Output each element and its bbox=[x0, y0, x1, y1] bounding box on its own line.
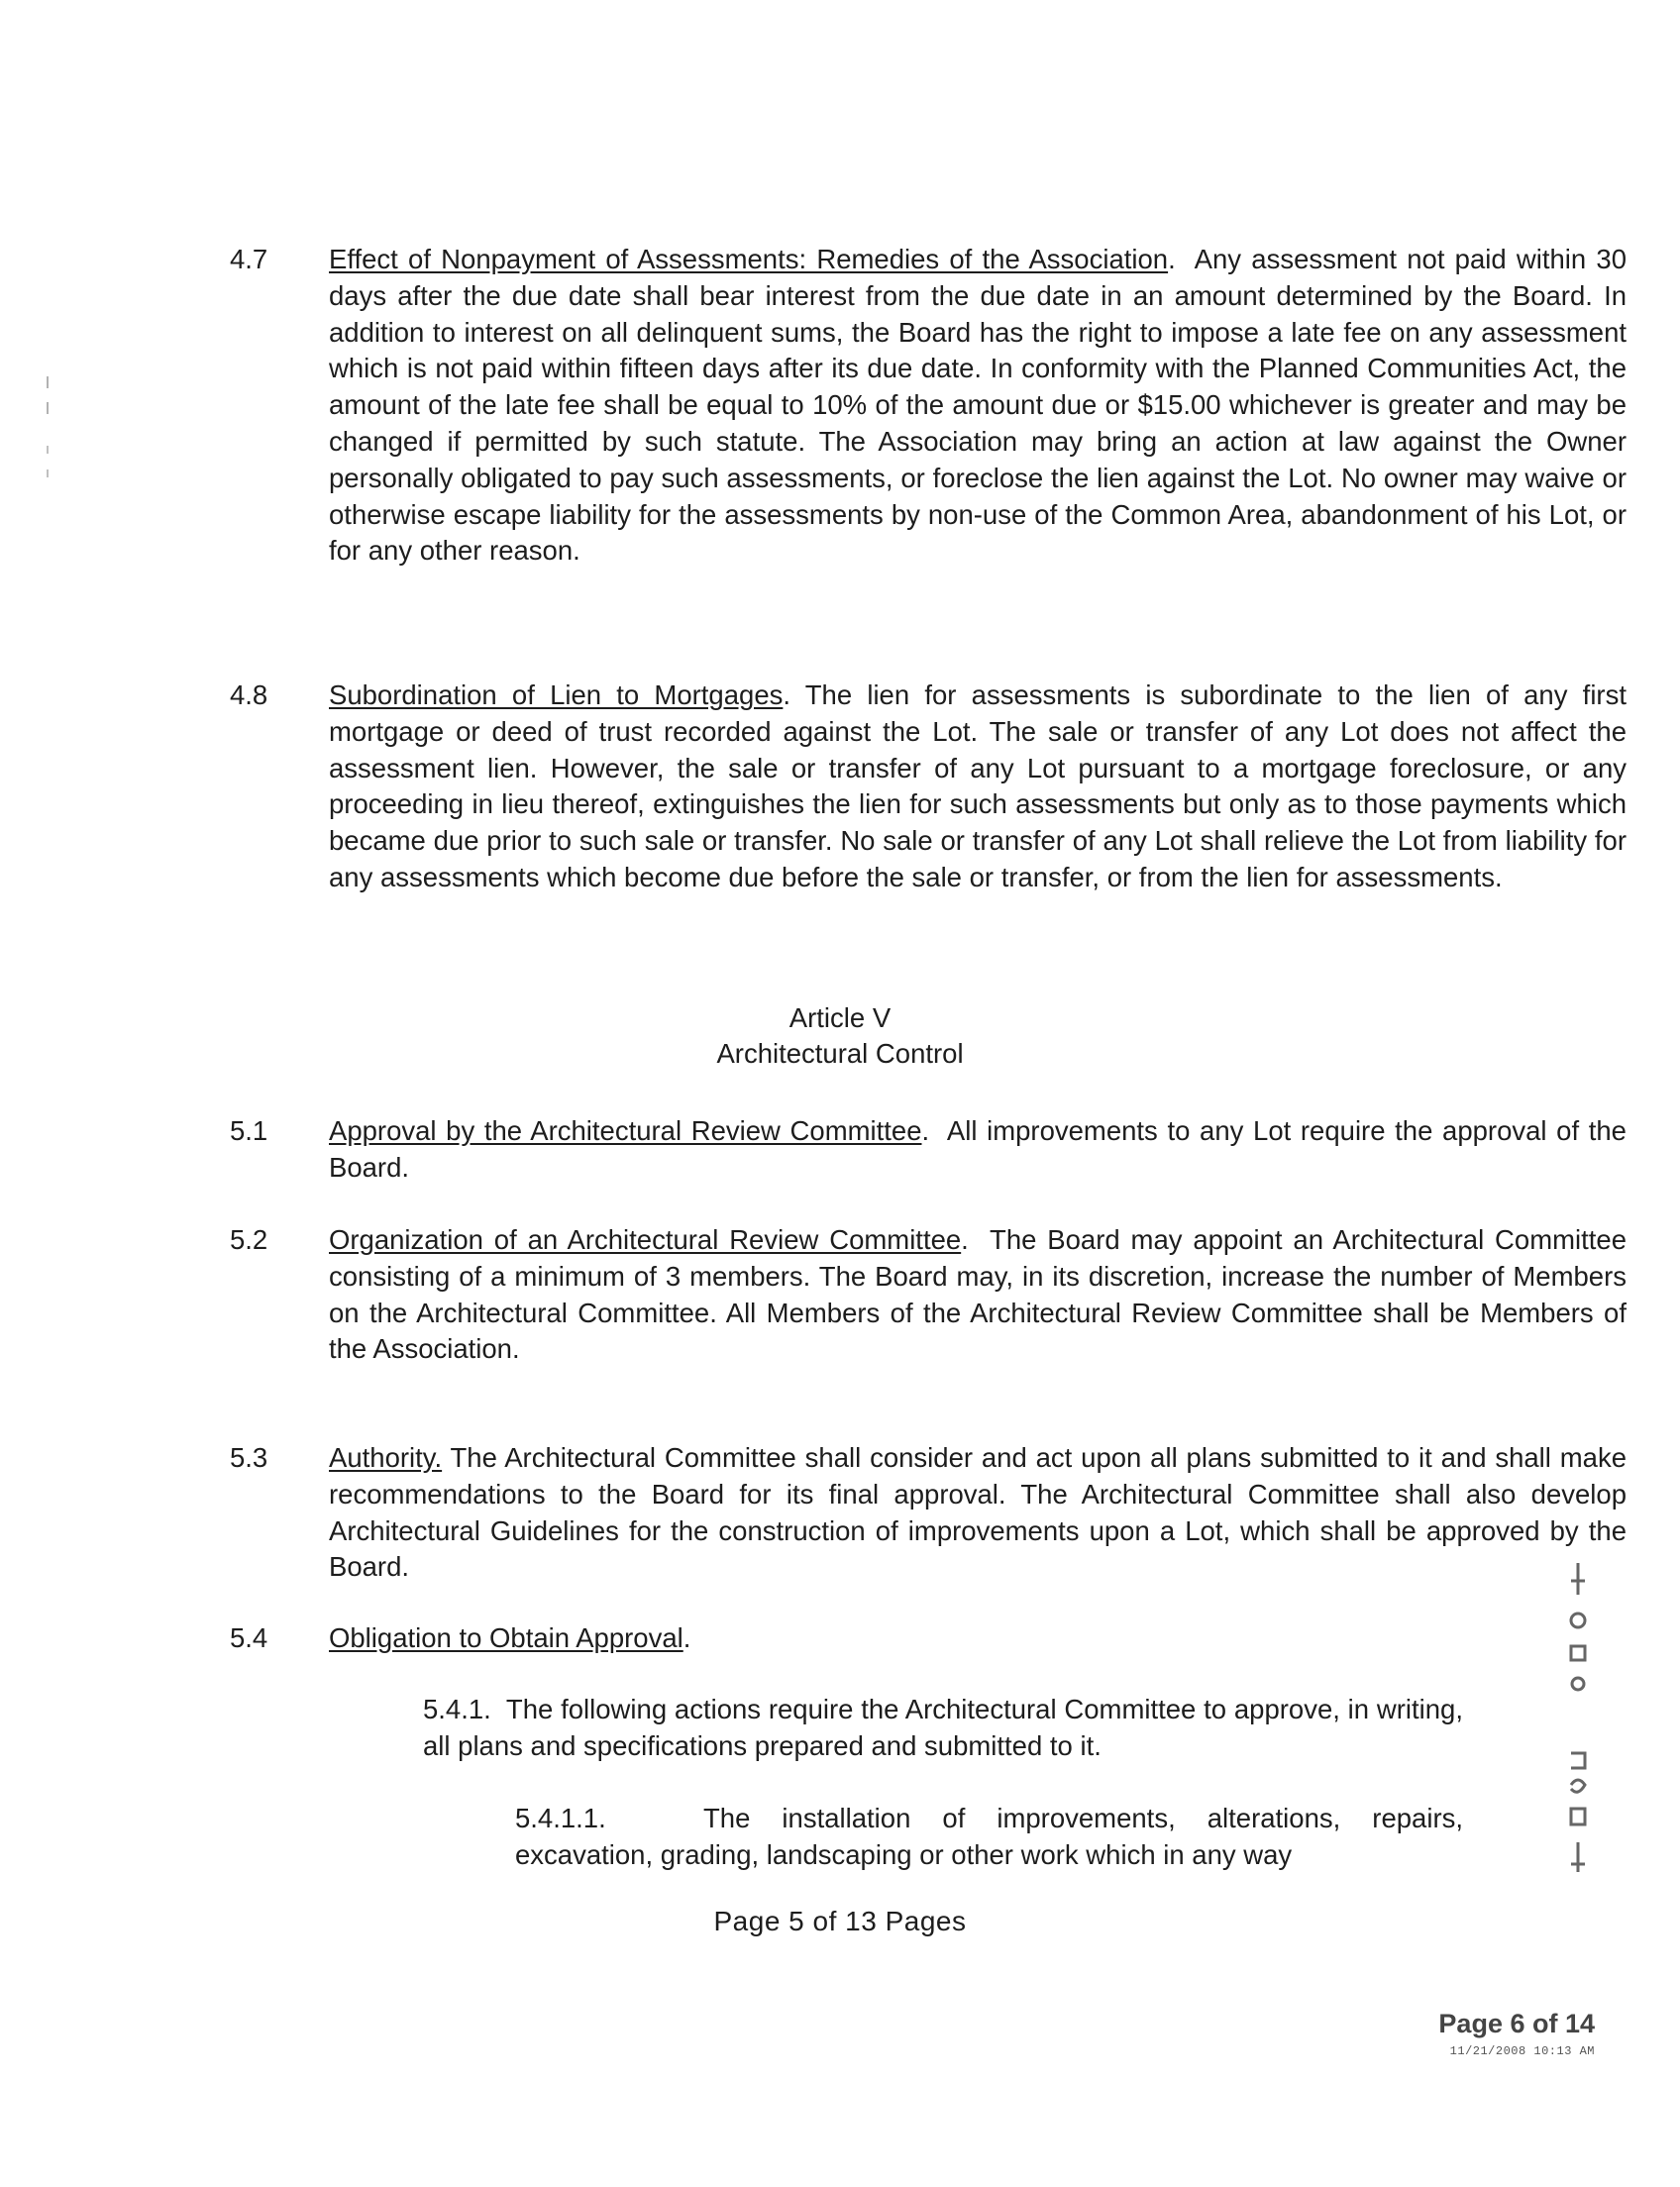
section-text: The Board may appoint an Architectural Committee consisting of a minimum of 3 members. The Board may, in its discretion, increase the number of Members on the Architectural Committee. All Members of the Architectural Review Committee shall be Members of the Association. bbox=[329, 1224, 1627, 1365]
section-heading: Organization of an Architectural Review Committee bbox=[329, 1224, 962, 1255]
scan-barcode-marks bbox=[1563, 1555, 1593, 1882]
section-body bbox=[329, 1440, 1627, 1586]
section-text: The Architectural Committee shall consider and act upon all plans submitted to it and shall make recommendations to the Board for its final approval. The Architectural Committee shall also develop Architectural Guidelines for the construction of improvements upon a Lot, which shall be approved by the Board. bbox=[329, 1442, 1627, 1583]
section-number: 4.7 bbox=[230, 244, 268, 274]
section-5-2 bbox=[230, 1222, 1627, 1368]
section-text: Any assessment not paid within 30 days after the due date shall bear interest from the due date in an amount determined by the Board. In addition to interest on all delinquent sums, the Board has the right to impose a late fee on any assessment which is not paid within fifteen days after its due date. In conformity with the Planned Communities Act, the amount of the late fee shall be equal to 10% of the amount due or $15.00 whichever is greater and may be changed if permitted by such statute. The Association may bring an action at law against the Owner personally obligated to pay such assessments, or foreclose the lien against the Lot. No owner may waive or otherwise escape liability for the assessments by non-use of the Common Area, abandonment of his Lot, or for any other reason. bbox=[329, 244, 1628, 567]
section-number: 5.2 bbox=[230, 1224, 268, 1255]
section-body: Obligation to Obtain Approval. bbox=[329, 1622, 691, 1653]
section-heading: Subordination of Lien to Mortgages bbox=[329, 679, 784, 710]
article-subtitle: Architectural Control bbox=[716, 1038, 964, 1069]
section-number: 4.8 bbox=[230, 679, 268, 710]
subsection-5-4-1 bbox=[423, 1692, 1463, 1765]
section-4-7 bbox=[230, 242, 1627, 570]
section-number: 5.3 bbox=[230, 1442, 268, 1473]
subsection-5-4-1-1 bbox=[515, 1801, 1463, 1874]
section-number: 5.1 bbox=[230, 1115, 268, 1146]
scan-margin-marks bbox=[44, 366, 52, 485]
section-heading: Obligation to Obtain Approval bbox=[329, 1622, 683, 1653]
subsection-number: 5.4.1. bbox=[423, 1694, 491, 1724]
section-number: 5.4 bbox=[230, 1622, 268, 1653]
section-body: Approval by the Architectural Review Committee. All improvements to any Lot require the approval of the Board. bbox=[329, 1115, 1627, 1183]
section-text: All improvements to any Lot require the approval of the Board. bbox=[329, 1115, 1627, 1183]
section-heading: Authority. bbox=[329, 1442, 443, 1473]
subsection-number: 5.4.1.1. bbox=[515, 1803, 606, 1833]
section-5-3 bbox=[230, 1440, 1627, 1586]
subsection-text: The following actions require the Architectural Committee to approve, in writing, all plans and specifications prepared and submitted to it. bbox=[423, 1694, 1463, 1761]
page-footer: Page 5 of 13 Pages bbox=[713, 1906, 967, 1936]
section-5-1 bbox=[230, 1113, 1627, 1187]
section-body: Effect of Nonpayment of Assessments: Remedies of the Association. Any assessment not paid within 30 days after the due date shall bear interest from the due date in an amount determined by the Board. In addition to interest on all delinquent sums, the Board has the right to impose a late fee on any assessment which is not paid within fifteen days after its due date. In conformity with the Planned Communities Act, the amount of the late fee shall be equal to 10% of the amount due or $15.00 whichever is greater and may be changed if permitted by such statute. The Association may bring an action at law against the Owner personally obligated to pay such assessments, or foreclose the lien against the Lot. No owner may waive or otherwise escape liability for the assessments by non-use of the Common Area, abandonment of his Lot, or for any other reason. bbox=[329, 244, 1628, 567]
section-heading: Effect of Nonpayment of Assessments: Remedies of the Association bbox=[329, 244, 1169, 274]
section-body: Organization of an Architectural Review Committee. The Board may appoint an Architectural Committee consisting of a minimum of 3 members. The Board may, in its discretion, increase the number of Members on the Architectural Committee. All Members of the Architectural Review Committee shall be Members of the Association. bbox=[329, 1224, 1627, 1365]
fax-page-number: Page 6 of 14 bbox=[1438, 2009, 1595, 2038]
section-text: The lien for assessments is subordinate to the lien of any first mortgage or deed of trust recorded against the Lot. The sale or transfer of any Lot does not affect the assessment lien. However, the sale or transfer of any Lot pursuant to a mortgage foreclosure, or any proceeding in lieu thereof, extinguishes the lien for such assessments but only as to those payments which became due prior to such sale or transfer. No sale or transfer of any Lot shall relieve the Lot from liability for any assessments which become due before the sale or transfer, or from the lien for assessments. bbox=[329, 679, 1627, 892]
section-heading: Approval by the Architectural Review Committee bbox=[329, 1115, 922, 1146]
section-body: Subordination of Lien to Mortgages. The lien for assessments is subordinate to the lien of any first mortgage or deed of trust recorded against the Lot. The sale or transfer of any Lot does not affect the assessment lien. However, the sale or transfer of any Lot pursuant to a mortgage foreclosure, or any proceeding in lieu thereof, extinguishes the lien for such assessments but only as to those payments which became due prior to such sale or transfer. No sale or transfer of any Lot shall relieve the Lot from liability for any assessments which become due before the sale or transfer, or from the lien for assessments. bbox=[329, 679, 1627, 892]
article-title: Article V bbox=[788, 1002, 892, 1033]
fax-timestamp: 11/21/2008 10:13 AM bbox=[1449, 2044, 1595, 2058]
section-4-8 bbox=[230, 677, 1627, 896]
section-5-4 bbox=[230, 1620, 1627, 1657]
subsection-text: The installation of improvements, alterations, repairs, excavation, grading, landscaping or other work which in any way bbox=[515, 1803, 1463, 1870]
